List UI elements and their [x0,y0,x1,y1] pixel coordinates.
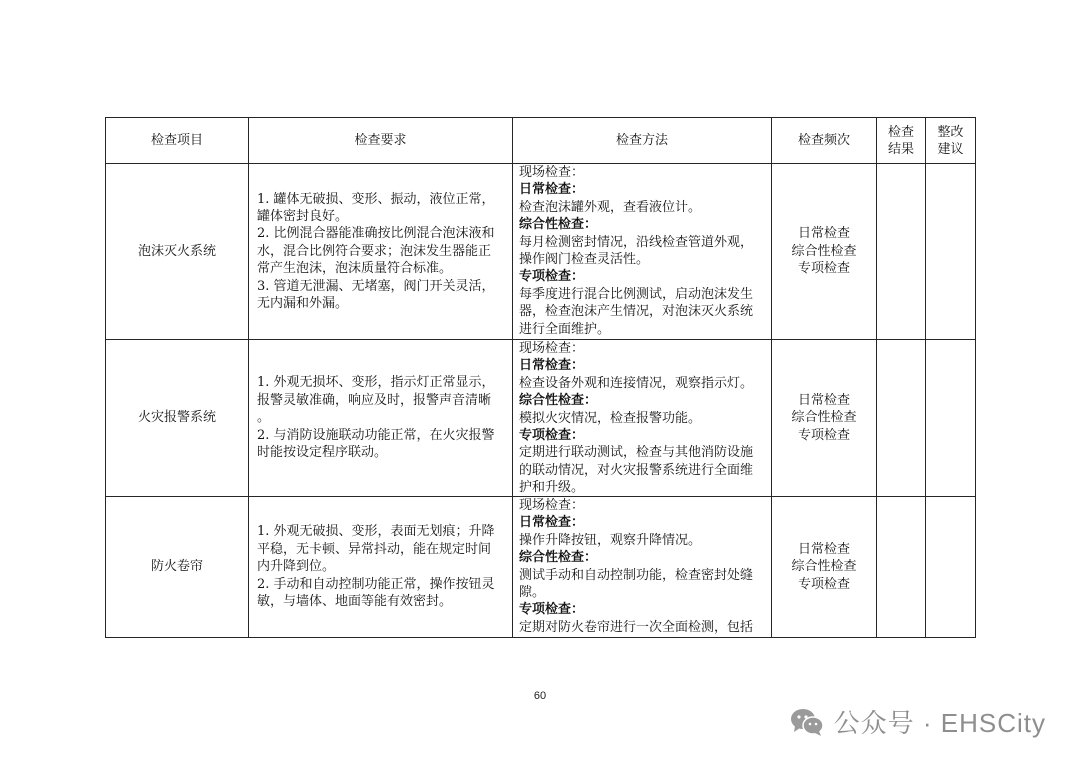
method-line: 现场检查： [519,498,585,513]
requirement-line: 报警灵敏准确，响应及时，报警声音清晰 [257,392,492,408]
requirement-line: 1. 外观无破损、变形，表面无划痕；升降 [257,524,495,540]
requirement-line: 内升降到位。 [257,559,336,575]
method-text [519,340,753,497]
item-name: 防火卷帘 [150,559,203,575]
wechat-icon [790,707,824,737]
method-line: 操作升降按钮，观察升降情况。 [519,532,702,548]
frequency-line: 综合性检查 [791,559,857,575]
header-method [513,118,772,164]
method-line: 每季度进行混合比例测试，启动泡沫发生 [519,286,754,302]
method-line: 隙。 [519,585,546,601]
frequency-line: 专项检查 [797,427,850,443]
method-cell [513,340,772,497]
header-frequency [772,118,877,164]
method-line: 模拟火灾情况，检查报警功能。 [519,410,702,426]
method-line: 现场检查： [519,341,585,356]
requirement-cell [249,497,513,638]
header-result [877,118,926,164]
frequency-text [791,541,856,593]
requirement-cell [249,340,513,497]
header-requirement [249,118,513,164]
method-line: 定期进行联动测试，检查与其他消防设施 [519,445,754,461]
item-name: 泡沫灭火系统 [137,243,216,259]
item-name: 火灾报警系统 [137,410,216,426]
inspection-table [105,117,976,638]
method-line: 器，检查泡沫产生情况，对泡沫灭火系统 [519,304,754,320]
watermark [790,703,1046,740]
result-cell [877,164,926,340]
frequency-line: 日常检查 [797,226,850,242]
requirement-line: 。 [257,410,271,426]
requirement-line: 时能按设定程序联动。 [257,445,388,461]
method-heading: 日常检查： [519,515,585,531]
item-cell [106,340,249,497]
header-item [106,118,249,164]
requirement-line: 无内漏和外漏。 [257,296,349,312]
header-suggestion [926,118,976,164]
method-line: 进行全面维护。 [519,321,611,337]
requirement-line: 常产生泡沫，泡沫质量符合标准。 [257,261,453,277]
page-number: 60 [533,690,547,702]
requirement-text [257,374,495,461]
method-line: 操作阀门检查灵活性。 [519,252,650,268]
requirement-line: 3. 管道无泄漏、无堵塞，阀门开关灵活， [257,278,495,294]
requirement-line: 1. 罐体无破损、变形、振动，液位正常， [257,191,495,207]
frequency-cell [772,497,877,638]
suggestion-cell [926,497,976,638]
method-line: 检查泡沫罐外观，查看液位计。 [519,199,702,215]
method-heading: 专项检查： [519,428,585,444]
method-heading: 专项检查： [519,602,585,618]
method-heading: 日常检查： [519,358,585,374]
suggestion-cell [926,164,976,340]
method-heading: 综合性检查： [519,217,598,233]
header-requirement-label: 检查要求 [354,132,407,148]
method-text [519,164,753,338]
requirement-line: 2. 手动和自动控制功能正常，操作按钮灵 [257,576,495,592]
method-cell [513,164,772,340]
item-cell [106,497,249,638]
method-text [519,497,753,636]
requirement-text [257,191,495,313]
frequency-text [791,225,856,277]
frequency-line: 专项检查 [797,576,850,592]
frequency-line: 综合性检查 [791,410,857,426]
watermark-text: 公众号 · EHSCity [833,708,1046,738]
requirement-cell [249,164,513,340]
requirement-line: 水，混合比例符合要求；泡沫发生器能正 [257,243,492,259]
requirement-line: 罐体密封良好。 [257,208,349,224]
frequency-line: 日常检查 [797,392,850,408]
method-line: 现场检查： [519,165,585,180]
frequency-line: 专项检查 [797,261,850,277]
method-line: 的联动情况，对火灾报警系统进行全面维 [519,462,754,478]
method-cell [513,497,772,638]
frequency-line: 日常检查 [797,541,850,557]
frequency-text [791,392,856,444]
header-item-label: 检查项目 [150,132,203,148]
item-cell [106,164,249,340]
result-cell [877,497,926,638]
method-line: 每月检测密封情况，沿线检查管道外观， [519,234,754,250]
header-frequency-label: 检查频次 [797,132,850,148]
suggestion-cell [926,340,976,497]
method-line: 定期对防火卷帘进行一次全面检测，包括 [519,619,754,635]
frequency-line: 综合性检查 [791,243,857,259]
header-result-label: 检查结果 [887,124,914,157]
requirement-text [257,523,495,610]
requirement-line: 2. 与消防设施联动功能正常，在火灾报警 [257,427,495,443]
method-heading: 专项检查： [519,269,585,285]
method-heading: 综合性检查： [519,550,598,566]
frequency-cell [772,340,877,497]
requirement-line: 敏，与墙体、地面等能有效密封。 [257,594,453,610]
method-line: 护和升级。 [519,480,585,496]
method-line: 检查设备外观和连接情况，观察指示灯。 [519,375,754,391]
frequency-cell [772,164,877,340]
result-cell [877,340,926,497]
requirement-line: 1. 外观无损坏、变形，指示灯正常显示， [257,375,495,391]
requirement-line: 平稳，无卡顿、异常抖动，能在规定时间 [257,541,492,557]
requirement-line: 2. 比例混合器能准确按比例混合泡沫液和 [257,226,495,242]
method-heading: 日常检查： [519,182,585,198]
header-suggestion-label: 整改建议 [937,124,964,157]
method-line: 测试手动和自动控制功能，检查密封处缝 [519,567,754,583]
method-heading: 综合性检查： [519,393,598,409]
header-method-label: 检查方法 [615,132,668,148]
